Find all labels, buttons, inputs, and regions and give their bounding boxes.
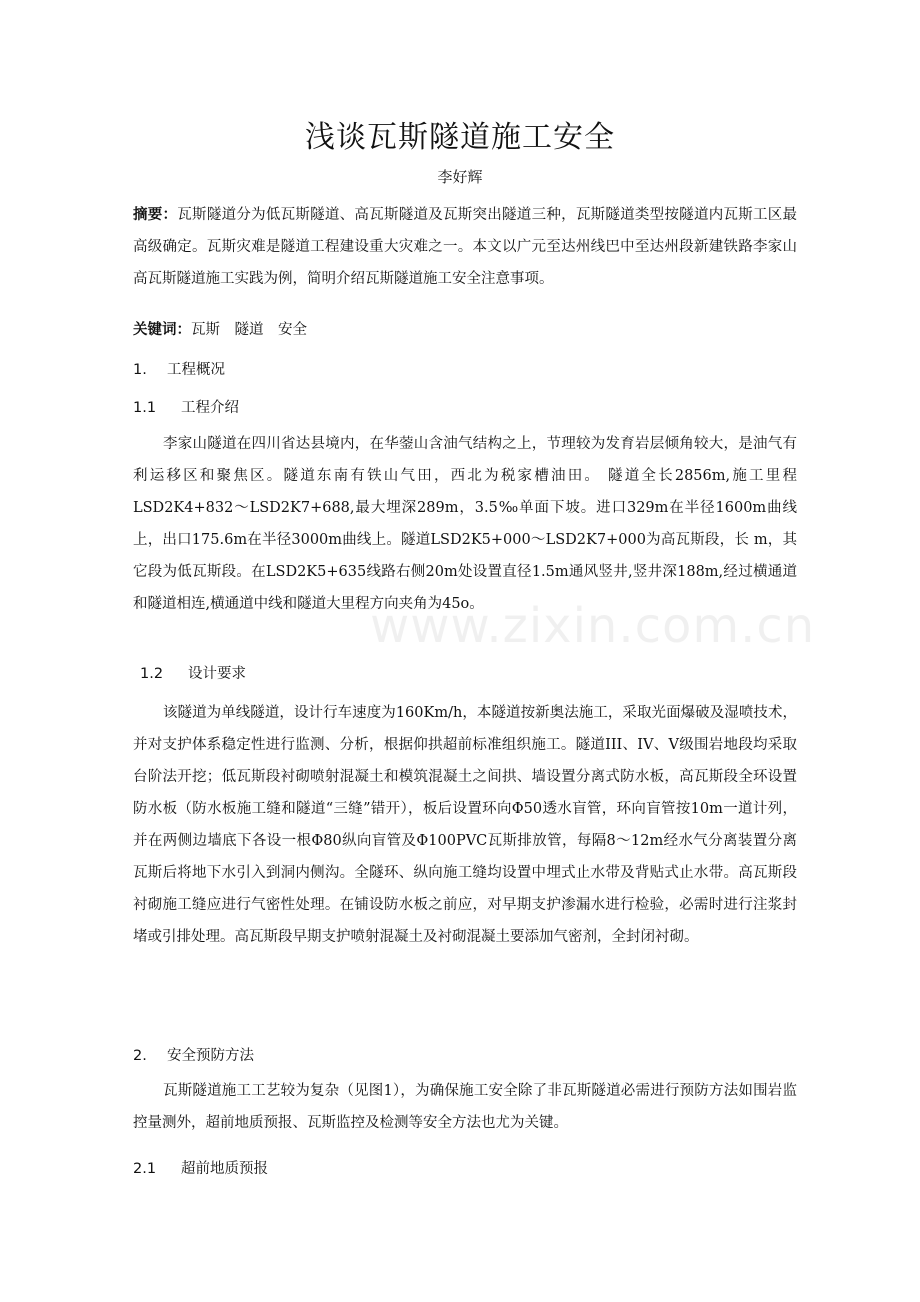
document-title: 浅谈瓦斯隧道施工安全: [305, 120, 615, 155]
section-heading-1-2: [140, 663, 246, 685]
watermark: www.zixin.com.cn: [370, 598, 816, 654]
paragraph-1-1: 李家山隧道在四川省达县境内，在华蓥山含油气结构之上，节理较为发育岩层倾角较大，是油气有利运移区和聚焦区。隧道东南有铁山气田，西北为税家槽油田。 隧道全长2856m,施工里程LSD2K4+832～LSD2K7+688,最大埋深289m，3.5‰单面下坡。进口329m在半径1600m曲线上，出口175.6m在半径3000m曲线上。隧道LSD2K5+000～LSD2K7+000为高瓦斯段，长 m，其它段为低瓦斯段。在LSD2K5+635线路右侧20m处设置直径1.5m通风竖井,竖井深188m,经过横通道和隧道相连,横通道中线和隧道大里程方向夹角为45o。: [133, 436, 797, 612]
section-heading-2-1: [133, 1158, 268, 1180]
document-author: 李好辉: [437, 168, 483, 186]
section-number: 2.1: [133, 1161, 157, 1177]
section-title: 安全预防方法: [167, 1048, 254, 1064]
section-title: 设计要求: [188, 666, 246, 682]
section-number: 1.2: [140, 666, 164, 682]
section-title: 超前地质预报: [181, 1161, 268, 1177]
section-number: 2.: [133, 1048, 147, 1064]
section-title: 工程介绍: [181, 400, 239, 416]
abstract-label: 摘要：: [133, 207, 178, 223]
section-heading-2: [133, 1045, 254, 1067]
section-title: 工程概况: [167, 362, 225, 378]
keywords-label: 关键词：: [133, 322, 191, 338]
keywords: [133, 314, 797, 346]
paragraph-2: 瓦斯隧道施工工艺较为复杂（见图1），为确保施工安全除了非瓦斯隧道必需进行预防方法如围岩监控量测外，超前地质预报、瓦斯监控及检测等安全方法也尤为关键。: [133, 1083, 797, 1131]
section-heading-1: [133, 359, 225, 381]
abstract-text: 瓦斯隧道分为低瓦斯隧道、高瓦斯隧道及瓦斯突出隧道三种，瓦斯隧道类型按隧道内瓦斯工区最高级确定。瓦斯灾难是隧道工程建设重大灾难之一。本文以广元至达州线巴中至达州段新建铁路李家山高瓦斯隧道施工实践为例，简明介绍瓦斯隧道施工安全注意事项。: [133, 207, 798, 287]
paragraph-1-2: 该隧道为单线隧道，设计行车速度为160Km/h，本隧道按新奥法施工，采取光面爆破及湿喷技术，并对支护体系稳定性进行监测、分析，根据仰拱超前标准组织施工。隧道III、IV、V级围岩地段均采取台阶法开挖；低瓦斯段衬砌喷射混凝土和模筑混凝土之间拱、墙设置分离式防水板，高瓦斯段全环设置防水板（防水板施工缝和隧道“三缝”错开），板后设置环向Φ50透水盲管，环向盲管按10m一道计列，并在两侧边墙底下各设一根Φ80纵向盲管及Φ100PVC瓦斯排放管，每隔8～12m经水气分离装置分离瓦斯后将地下水引入到洞内侧沟。全隧环、纵向施工缝均设置中埋式止水带及背贴式止水带。高瓦斯段衬砌施工缝应进行气密性处理。在铺设防水板之前应，对早期支护渗漏水进行检验，必需时进行注浆封堵或引排处理。高瓦斯段早期支护喷射混凝土及衬砌混凝土要添加气密剂，全封闭衬砌。: [133, 705, 797, 945]
section-heading-1-1: [133, 397, 239, 419]
keywords-text: 瓦斯 隧道 安全: [191, 322, 307, 338]
section-number: 1.1: [133, 400, 157, 416]
abstract: [133, 199, 797, 295]
section-number: 1.: [133, 362, 147, 378]
